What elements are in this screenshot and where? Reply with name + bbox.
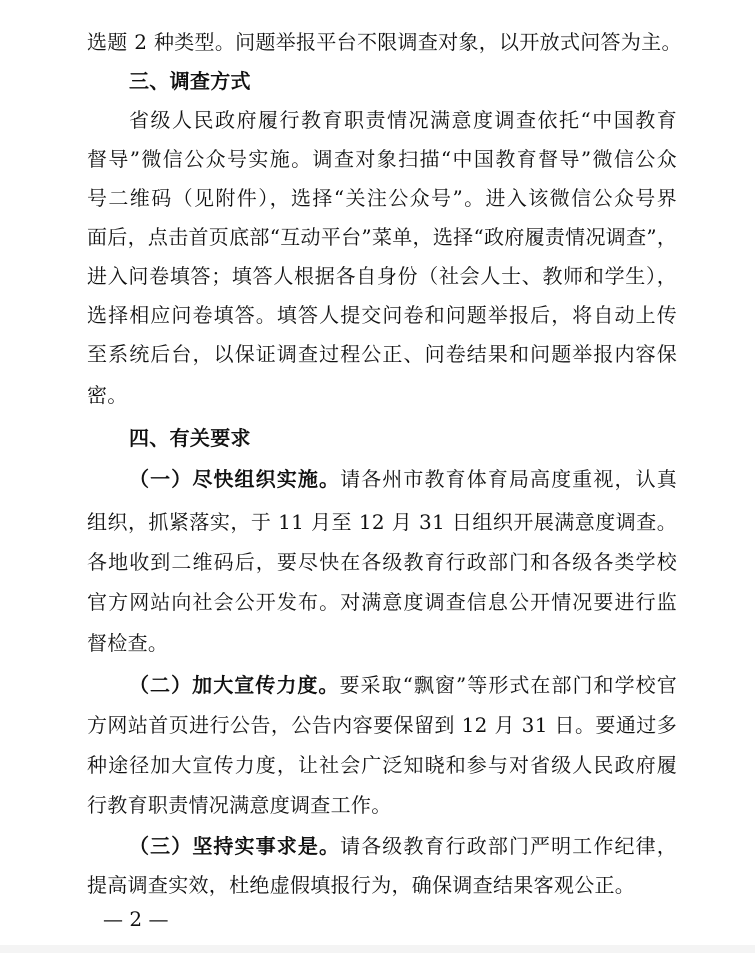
paragraph-line: 省级人民政府履行教育职责情况满意度调查依托“中国教育 <box>129 108 677 132</box>
paragraph-line: 选择相应问卷填答。填答人提交问卷和问题举报后，将自动上传 <box>87 303 677 327</box>
paragraph-line: 组织，抓紧落实，于 11 月至 12 月 31 日组织开展满意度调查。 <box>87 510 677 534</box>
paragraph-line: 督导”微信公众号实施。调查对象扫描“中国教育督导”微信公众 <box>87 147 677 171</box>
paragraph-text: 要采取“飘窗”等形式在部门和学校官 <box>339 673 677 697</box>
paragraph-text: 请各州市教育体育局高度重视，认真 <box>340 467 677 491</box>
paragraph-line <box>129 829 677 863</box>
page-number: — 2 — <box>103 907 169 931</box>
section-heading-4: 四、有关要求 <box>129 426 251 450</box>
paragraph-line: 种途径加大宣传力度，让社会广泛知晓和参与对省级人民政府履 <box>87 753 677 777</box>
paragraph-line: 号二维码（见附件），选择“关注公众号”。进入该微信公众号界 <box>87 186 677 210</box>
paragraph-line <box>129 668 677 702</box>
paragraph-line: 选题 2 种类型。问题举报平台不限调查对象，以开放式问答为主。 <box>87 30 682 54</box>
paragraph-line: 官方网站向社会公开发布。对满意度调查信息公开情况要进行监 <box>87 590 677 614</box>
section-heading-3: 三、调查方式 <box>129 69 251 93</box>
paragraph-line: 提高调查实效，杜绝虚假填报行为，确保调查结果客观公正。 <box>87 873 636 897</box>
paragraph-line: 至系统后台，以保证调查过程公正、问卷结果和问题举报内容保 <box>87 342 677 366</box>
paragraph-text: 请各级教育行政部门严明工作纪律， <box>340 834 677 858</box>
subheading-1: （一）尽快组织实施。 <box>129 467 341 491</box>
paragraph-line: 各地收到二维码后，要尽快在各级教育行政部门和各级各类学校 <box>87 550 677 574</box>
paragraph-line: 方网站首页进行公告，公告内容要保留到 12 月 31 日。要通过多 <box>87 713 677 737</box>
paragraph-line: 密。 <box>87 383 128 407</box>
paragraph-line: 行教育职责情况满意度调查工作。 <box>87 793 392 817</box>
paragraph-line: 督检查。 <box>87 631 169 655</box>
paragraph-line <box>129 462 677 496</box>
subheading-2: （二）加大宣传力度。 <box>129 673 340 697</box>
paragraph-line: 面后，点击首页底部“互动平台”菜单，选择“政府履责情况调查”， <box>87 225 678 249</box>
paragraph-line: 进入问卷填答；填答人根据各自身份（社会人士、教师和学生）， <box>87 264 677 288</box>
subheading-3: （三）坚持实事求是。 <box>129 834 341 858</box>
